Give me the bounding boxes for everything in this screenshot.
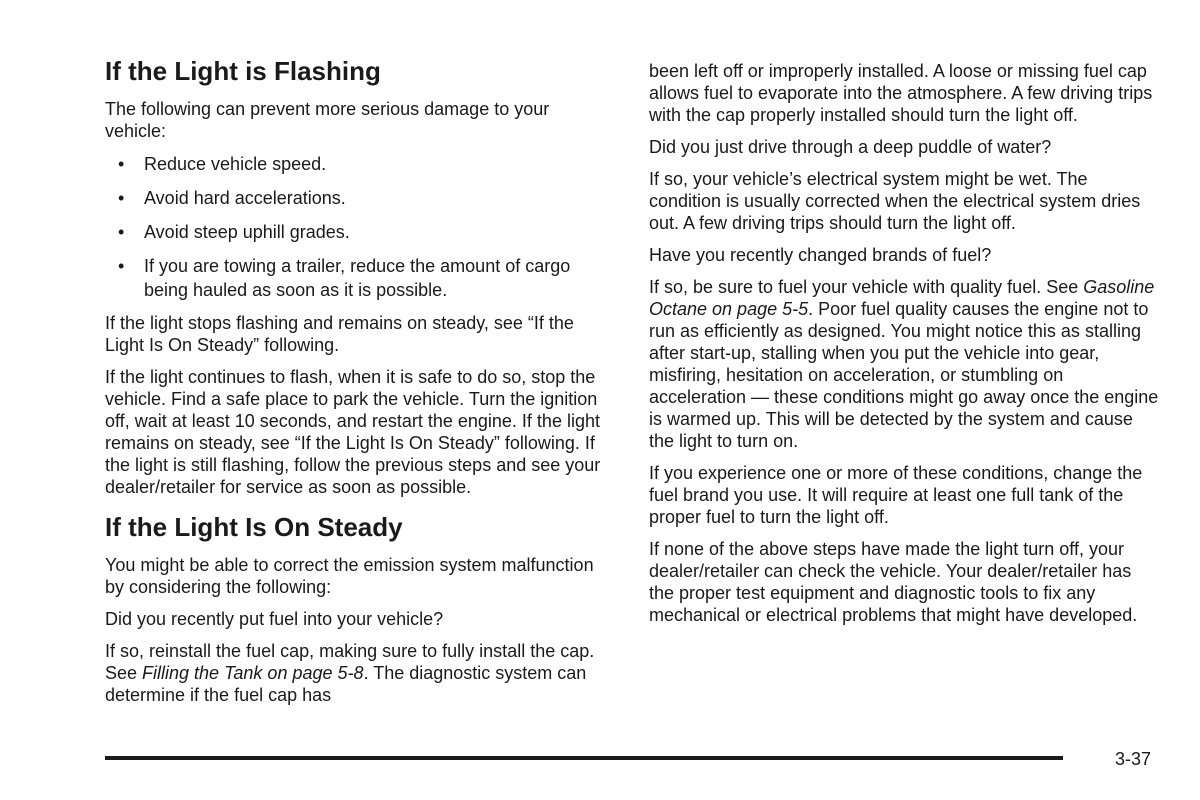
bullet-icon: • xyxy=(118,154,125,174)
list-item: • Avoid hard accelerations. xyxy=(118,188,346,208)
bullet-icon: • xyxy=(118,188,125,208)
flashing-continues-paragraph: If the light continues to flash, when it is safe to do so, stop the vehicle. Find a safe place to park the vehicle. Turn the ignition off, wait at least 10 seconds, and restart the engine. If the light remains on steady, see “If the Light Is On Steady” following. If the light is still flashing, follow the previous steps and see your dealer/retailer for service as soon as possible. xyxy=(105,367,601,497)
change-brand-paragraph: If you experience one or more of these conditions, change the fuel brand you use. It will require at least one full tank of the proper fuel to turn the light off. xyxy=(649,463,1143,527)
fuel-brand-question: Have you recently changed brands of fuel? xyxy=(649,245,992,265)
list-item: • If you are towing a trailer, reduce the amount of cargo being hauled as soon as it is possible. xyxy=(118,256,571,300)
right-column xyxy=(649,60,1159,636)
footer-rule xyxy=(105,756,1063,760)
heading-light-flashing: If the Light is Flashing xyxy=(105,56,381,86)
fuel-cap-paragraph: If so, reinstall the fuel cap, making sure to fully install the cap. See Filling the Tank on page 5-8. The diagnostic system can determine if the fuel cap has xyxy=(105,641,595,705)
intro-paragraph: The following can prevent more serious damage to your vehicle: xyxy=(105,99,550,141)
list-item: • Reduce vehicle speed. xyxy=(118,154,327,174)
cross-reference-link[interactable]: Filling the Tank on page 5-8 xyxy=(142,663,364,683)
fuel-cap-continued-paragraph: been left off or improperly installed. A loose or missing fuel cap allows fuel to evaporate into the atmosphere. A few driving trips with the cap properly installed should turn the light off. xyxy=(649,61,1153,125)
heading-light-steady: If the Light Is On Steady xyxy=(105,512,403,542)
fuel-quality-paragraph: If so, be sure to fuel your vehicle with quality fuel. See Gasoline Octane on page 5-5. Poor fuel quality causes the engine not to run as efficiently as designed. You might notice this as stalling after start-up, stalling when you put the vehicle into gear, misfiring, hesitation on acceleration, or stumbling on acceleration — these conditions might go away once the engine is warmed up. This will be detected by the system and cause the light to turn on. xyxy=(649,277,1159,451)
dealer-check-paragraph: If none of the above steps have made the light turn off, your dealer/retailer can check the vehicle. Your dealer/retailer has the proper test equipment and diagnostic tools to fix any mechanical or electrical problems that might have developed. xyxy=(649,539,1138,625)
steady-intro-paragraph: You might be able to correct the emission system malfunction by considering the following: xyxy=(105,555,594,597)
bullet-icon: • xyxy=(118,256,125,276)
list-item: • Avoid steep uphill grades. xyxy=(118,222,350,242)
puddle-question: Did you just drive through a deep puddle of water? xyxy=(649,137,1052,157)
fuel-question: Did you recently put fuel into your vehicle? xyxy=(105,609,444,629)
precautions-list xyxy=(105,152,615,302)
bullet-icon: • xyxy=(118,222,125,242)
electrical-wet-paragraph: If so, your vehicle’s electrical system might be wet. The condition is usually corrected when the electrical system dries out. A few driving trips should turn the light off. xyxy=(649,169,1141,233)
flashing-stops-paragraph: If the light stops flashing and remains on steady, see “If the Light Is On Steady” following. xyxy=(105,313,574,355)
page-number: 3-37 xyxy=(1115,749,1152,769)
cross-reference-link[interactable]: Gasoline Octane on page 5-5 xyxy=(649,277,1155,319)
left-column xyxy=(105,54,615,716)
